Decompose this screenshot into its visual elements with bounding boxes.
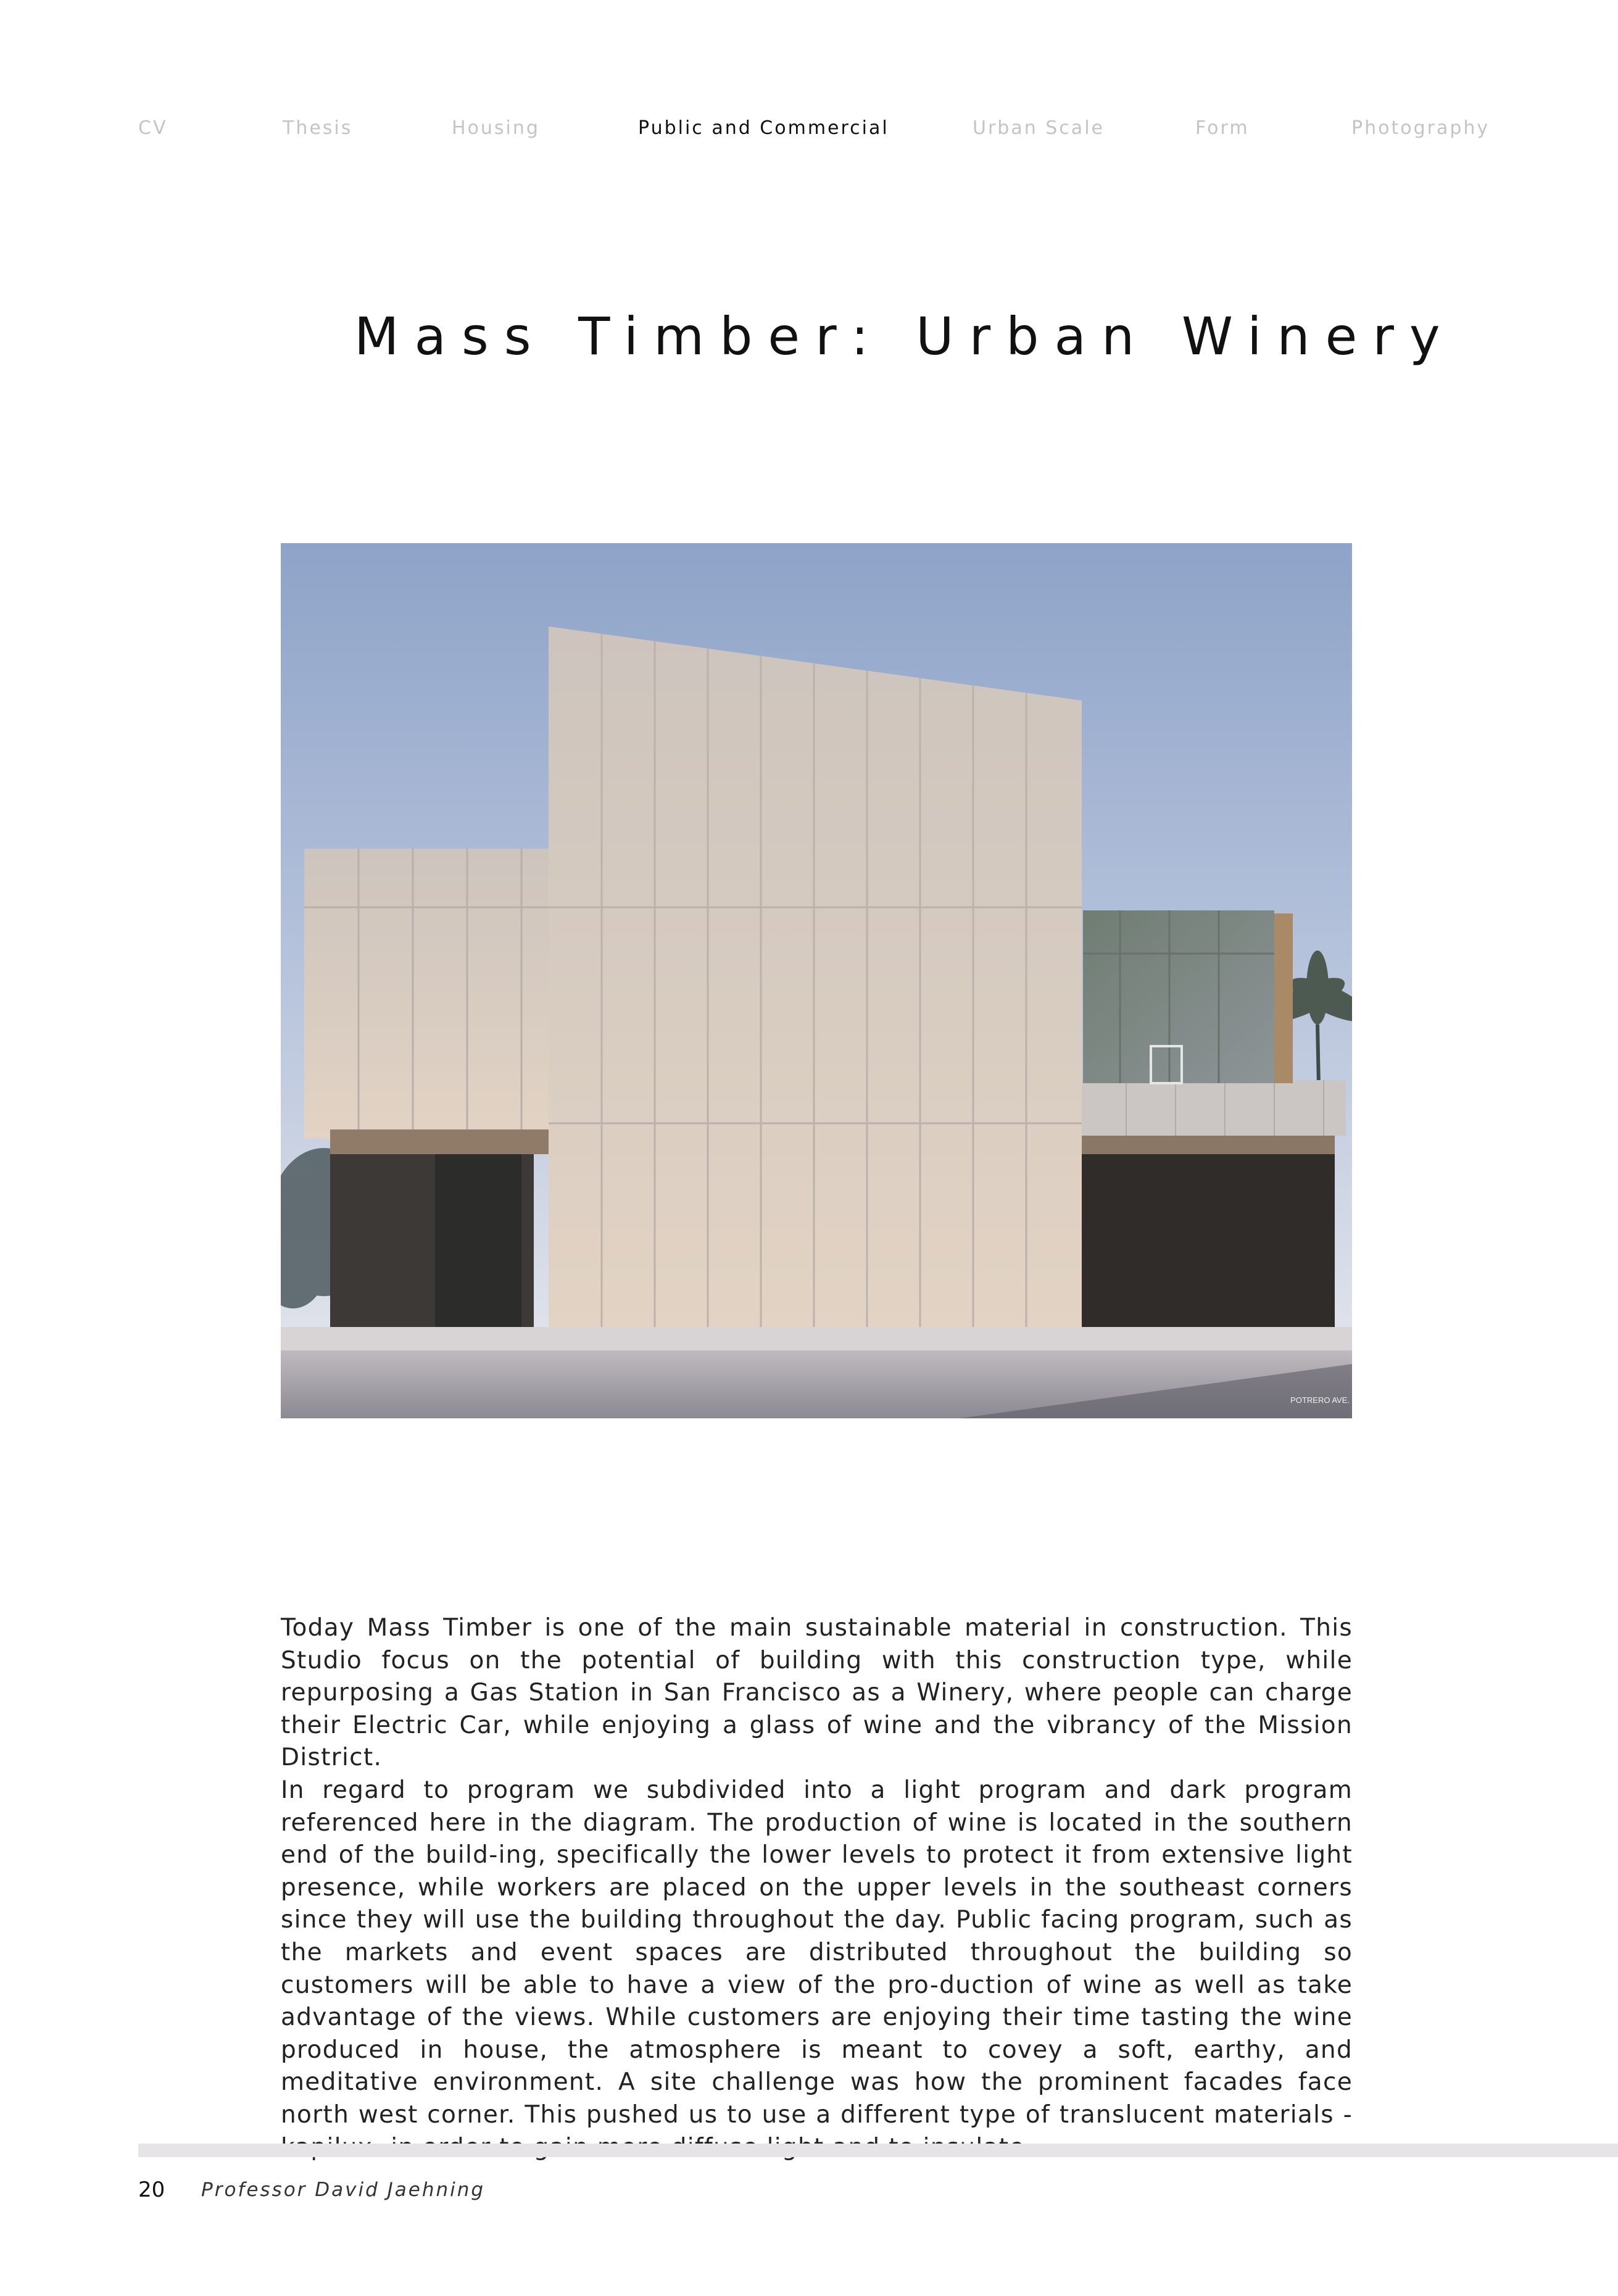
render-caption: POTRERO AVE. [1290,1395,1350,1405]
nav-item-photography[interactable]: Photography [1351,117,1490,139]
nav-item-thesis[interactable]: Thesis [283,117,353,139]
nav-item-cv[interactable]: CV [138,117,168,139]
top-navigation [0,117,1618,148]
nav-item-public-and-commercial[interactable]: Public and Commercial [638,117,889,139]
footer-divider [138,2144,1618,2157]
nav-item-form[interactable]: Form [1195,117,1250,139]
footer-author: Professor David Jaehning [201,2179,486,2201]
project-description [281,1612,1353,2164]
description-paragraph: Today Mass Timber is one of the main sustainable material in construction. This Studio focus on the potential of building with this construction type, while repurposing a Gas Station in San Francisco as a Winery, where people can charge their Electric Car, while enjoying a glass of wine and the vibrancy of the Mission District. [281,1614,1353,1772]
building-render-image [281,543,1352,1418]
nav-item-housing[interactable]: Housing [452,117,540,139]
page-number: 20 [138,2177,165,2202]
page-title: Mass Timber: Urban Winery [354,306,1456,367]
description-paragraph: In regard to program we subdivided into a light program and dark program referenced here in the diagram. The production of wine is located in the southern end of the build-ing, specifically the lower levels to protect it from extensive light presence, while workers are placed on the upper levels in the southeast corners since they will use the building throughout the day. Public facing program, such as the markets and event spaces are distributed throughout the building so customers will be able to have a view of the pro-duction of wine as well as take advantage of the views. While customers are enjoying their time tasting the wine produced in house, the atmosphere is meant to covey a soft, earthy, and meditative environment. A site challenge was how the prominent facades face north west corner. This pushed us to use a different type of translucent materials - [281,1776,1353,2129]
nav-item-urban-scale[interactable]: Urban Scale [973,117,1105,139]
